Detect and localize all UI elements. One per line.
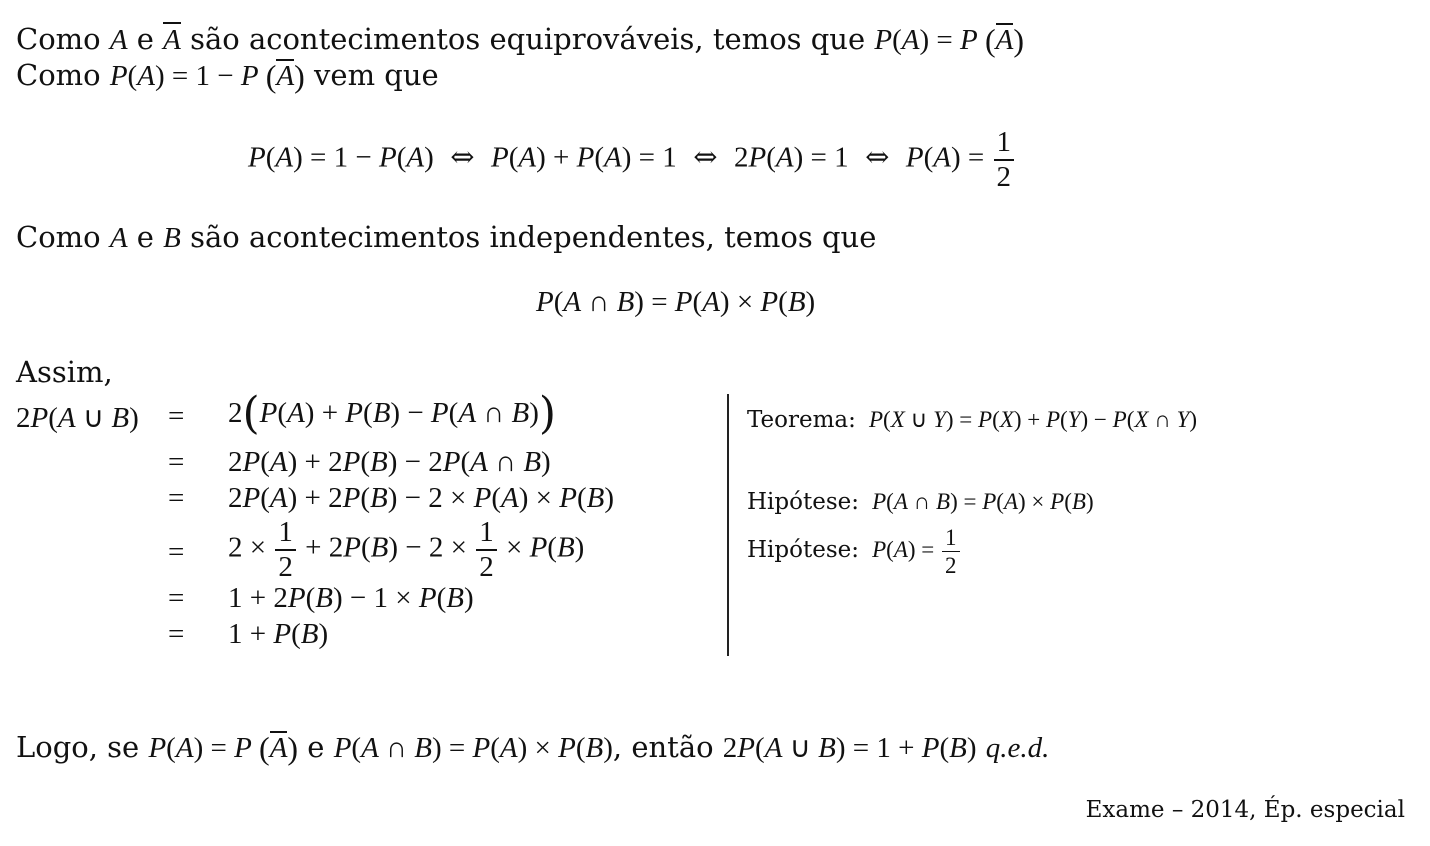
derivation-lhs: 2P(A ∪ B) (16, 402, 139, 434)
fraction-half-note: $\frac{1}{2}$ (942, 526, 960, 577)
text-e-4: e (307, 730, 325, 764)
justification-divider (727, 394, 729, 656)
assim-label: Assim, (16, 355, 113, 389)
intro-line-2 (16, 58, 439, 95)
qed-mark: q.e.d. (985, 732, 1050, 764)
text-logo-se: Logo, se (16, 730, 140, 764)
note-hipotese-2: Hipótese: P(A) = $\frac{1}{2}$ (747, 526, 962, 577)
independence-line: Como A e B são acontecimentos independentes, temos que (16, 220, 877, 254)
derivation-step-4: 2 × $\frac{1}{2}$ + 2P(B) − 2 × $\frac{1}{2}$ × P(B) (228, 516, 585, 583)
derivation-eq-3: = (168, 482, 185, 514)
note-hipotese-1: Hipótese: P(A ∩ B) = P(A) × P(B) (747, 489, 1094, 515)
hipotese-2-label: Hipótese: (747, 536, 860, 563)
derivation-eq-6: = (168, 618, 185, 650)
formula-complement: P(A) = 1 − P (A) (109, 58, 305, 94)
text-entao: , então (612, 730, 714, 764)
fraction-half-b: $\frac{1}{2}$ (476, 518, 497, 582)
text-equiprovaveis: são acontecimentos equiprováveis, temos que (190, 22, 866, 56)
text-e-1: e (136, 22, 154, 56)
derivation-eq-4: = (168, 536, 185, 568)
formula-pa-equals-pabar: P(A) = P (A) (874, 22, 1024, 58)
derivation-step-6: 1 + P(B) (228, 618, 329, 650)
text-independentes: são acontecimentos independentes, temos que (190, 220, 877, 254)
hipotese-1-label: Hipótese: (747, 489, 860, 515)
display-equation-independence: P(A ∩ B) = P(A) × P(B) (536, 286, 816, 318)
derivation-step-1: 2(P(A) + P(B) − P(A ∩ B)) (228, 388, 557, 439)
intro-line-1: Como A e A são acontecimentos equiprováveis, temos que P(A) = P (A) (16, 22, 1024, 58)
fraction-half-a: $\frac{1}{2}$ (275, 518, 296, 582)
text-vem-que: vem que (314, 58, 439, 92)
derivation-eq-1: = (168, 400, 185, 432)
derivation-step-2: 2P(A) + 2P(B) − 2P(A ∩ B) (228, 446, 551, 478)
text-e-3: e (136, 220, 154, 254)
display-equation-half: P(A) = 1 − P(A) ⇔ P(A) + P(A) = 1 ⇔ 2P(A) = 1 ⇔ P(A) = $\frac{1}{2}$ (248, 128, 1016, 192)
text-como-2: Como (16, 58, 101, 92)
derivation-step-3: 2P(A) + 2P(B) − 2 × P(A) × P(B) (228, 482, 615, 514)
text-como-3: Como (16, 220, 101, 254)
text-como-1: Como (16, 22, 101, 56)
conclusion-line: Logo, se P(A) = P (A) e P(A ∩ B) = P(A) × P(B), então 2P(A ∪ B) = 1 + P(B) q.e.d. (16, 730, 1050, 766)
derivation-step-5: 1 + 2P(B) − 1 × P(B) (228, 582, 474, 614)
note-teorema: Teorema: P(X ∪ Y) = P(X) + P(Y) − P(X ∩ Y) (747, 407, 1198, 433)
derivation-eq-5: = (168, 582, 185, 614)
derivation-eq-2: = (168, 446, 185, 478)
teorema-label: Teorema: (747, 407, 856, 433)
fraction-one-half: $\frac{1}{2}$ (994, 128, 1015, 192)
exam-source: Exame – 2014, Ép. especial (1085, 797, 1405, 823)
